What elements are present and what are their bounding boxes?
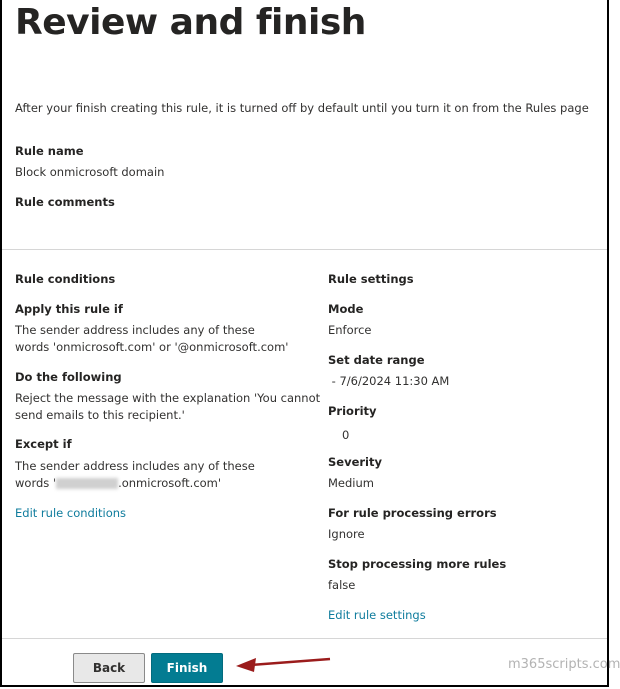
mode-value: Enforce [328,323,372,337]
except-suffix: .onmicrosoft.com' [118,476,222,490]
except-if-line2 [15,476,221,490]
except-if-label: Except if [15,437,72,451]
severity-label: Severity [328,455,382,469]
footer-divider [2,638,607,639]
page-title: Review and finish [15,2,366,43]
rule-name-label: Rule name [15,144,84,158]
except-prefix: words ' [15,476,57,490]
apply-rule-line1: The sender address includes any of these [15,323,255,337]
errors-value: Ignore [328,527,365,541]
edit-rule-settings-link[interactable]: Edit rule settings [328,608,426,622]
apply-rule-label: Apply this rule if [15,302,123,316]
priority-label: Priority [328,404,377,418]
date-range-label: Set date range [328,353,425,367]
mode-label: Mode [328,302,364,316]
rule-comments-label: Rule comments [15,195,115,209]
severity-value: Medium [328,476,374,490]
edit-rule-conditions-link[interactable]: Edit rule conditions [15,506,127,520]
watermark: m365scripts.com [508,657,620,672]
info-text: After your finish creating this rule, it is turned off by default until you turn it on from the Rules page [15,101,589,115]
stop-processing-value: false [328,578,356,592]
divider [2,249,607,250]
apply-rule-line2: words 'onmicrosoft.com' or '@onmicrosoft.com' [15,340,289,354]
rule-settings-heading: Rule settings [328,272,414,286]
errors-label: For rule processing errors [328,506,497,520]
date-range-value: - 7/6/2024 11:30 AM [328,374,450,388]
do-following-line2: send emails to this recipient.' [15,408,185,422]
stop-processing-label: Stop processing more rules [328,557,507,571]
priority-value: 0 [342,428,350,442]
finish-button[interactable]: Finish [151,653,223,683]
back-button[interactable]: Back [73,653,145,683]
redacted-domain [56,478,118,489]
rule-name-value: Block onmicrosoft domain [15,165,165,179]
except-if-line1: The sender address includes any of these [15,459,255,473]
arrow-icon [234,655,334,675]
do-following-label: Do the following [15,370,122,384]
do-following-line1: Reject the message with the explanation 'You cannot [15,391,321,405]
rule-conditions-heading: Rule conditions [15,272,116,286]
